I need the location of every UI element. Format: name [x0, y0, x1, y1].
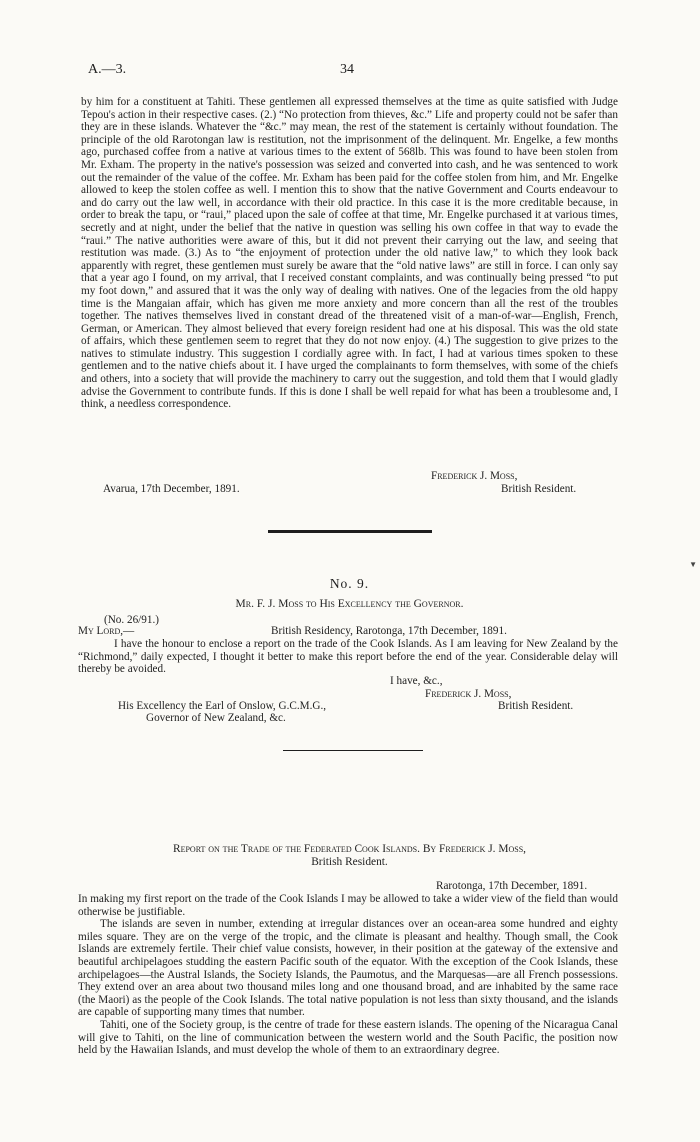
letter-body: I have the honour to enclose a report on the trade of the Cook Islands. As I am leaving for New Zealand by the “Richmond,” daily expected, I thought it better to make this report before the end of the year. Considerable delay will thereby be avoided. — [78, 638, 618, 676]
closing: I have, &c., — [390, 675, 443, 687]
signature-title: British Resident. — [501, 483, 577, 495]
signature-title-2: British Resident. — [498, 700, 574, 712]
report-paragraph-1: In making my first report on the trade of the Cook Islands I may be allowed to take a wider view of the field than would otherwise be justifiable. — [78, 893, 618, 918]
letter-date: Avarua, 17th December, 1891. — [103, 483, 240, 495]
location-date: British Residency, Rarotonga, 17th December, 1891. — [271, 625, 507, 637]
report-title: Report on the Trade of the Federated Cook Islands. By Frederick J. Moss, — [172, 843, 527, 855]
salutation: My Lord,— — [78, 625, 135, 637]
page-number: 34 — [340, 62, 354, 77]
report-paragraph-2: The islands are seven in number, extending at irregular distances over an ocean-area some hundred and eighty miles square. They are on the verge of the tropic, and the climate is pleasant and healthy. Though small, the Cook Islands are extremely fertile. Their chief value consists, however, in their position at the gateway of the extensive and beautiful archipelagoes studding the eastern Pacific south of the equator. With the exception of the Cook Islands, these archipelagoes—the Austral Islands, the Society Islands, the Paumotus, and the Marquesas—are all French possessions. They extend over an area about two thousand miles long and one thousand broad, and are inhabited by the same race (the Maori) as the people of the Cook Islands. The total native population is not less than sixty thousand, and the islands are capable of supporting many times that number. — [78, 918, 618, 1019]
margin-mark: ▼ — [689, 560, 697, 569]
date-title-line — [81, 483, 618, 496]
report-title-continued: British Resident. — [311, 856, 388, 868]
addressee-line-1: His Excellency the Earl of Onslow, G.C.M.G., — [118, 700, 327, 712]
signature-line — [81, 470, 618, 483]
signature-name-2: Frederick J. Moss, — [425, 688, 512, 700]
addressee-line-2: Governor of New Zealand, &c. — [146, 712, 286, 724]
section-heading: Mr. F. J. Moss to His Excellency the Governor. — [235, 598, 464, 610]
report-body — [78, 893, 618, 1057]
short-rule — [283, 750, 423, 751]
continued-letter-body — [81, 96, 618, 411]
signature-name: Frederick J. Moss, — [431, 470, 518, 482]
letter-reference: (No. 26/91.) — [104, 614, 159, 626]
letter-paragraph: by him for a constituent at Tahiti. These gentlemen all expressed themselves at the time as quite satisfied with Judge Tepou's action in their respective cases. (2.) “No protection from thieves, &c.” Life and property could not be safer than they are in these islands. Whatever the “&c.” may mean, the rest of the statement is certainly without foundation. The principle of the old Rarotongan law is restitution, not the imprisonment of the delinquent. Mr. Engelke, a few months ago, purchased coffee from a native at various times to the extent of 568lb. This was found to have been stolen from Mr. Exham. The property in the native's possession was seized and converted into cash, and he was sentenced to work out the remainder of the value of the coffee. Mr. Exham has been paid for the coffee stolen from him, and Mr. Engelke allowed to keep the stolen coffee as well. I mention this to show that the native Government and Courts endeavour to and do carry out the law well, in accordance with their old practice. In this case it is the more creditable because, in order to break the tapu, or “raui,” placed upon the sale of coffee at that time, Mr. Engelke purchased it at various times, secretly and at night, under the belief that the native in question was selling his own coffee in that way to evade the “raui.” The native authorities were aware of this, but it did not prevent their carrying out the law, and seeing that restitution was made. (3.) As to “the enjoyment of protection under the old native law,” to which they look back apparently with regret, these gentlemen must surely be aware that the “old native laws” are still in force. I can only say that a year ago I found, on my arrival, that I received constant complaints, and was continually being pressed “to put my foot down,” and assured that it was the only way of dealing with natives. One of the legacies from the old happy time is the Mangaian affair, which has given me more anxiety and more concern than all the rest of the troubles together. The natives themselves lived in constant dread of the threatened visit of a man-of-war—English, French, German, or American. They almost believed that every foreign resident had one at his disposal. This was the old state of affairs, which these gentlemen seem to regret that they do not now enjoy. (4.) The suggestion to give prizes to the natives to stimulate industry. This suggestion I cordially agree with. In fact, I had at various times spoken to these gentlemen and to the native chiefs about it. I have urged the complainants to form themselves, with some of the chiefs and others, into a society that will provide the machinery to carry out the suggestion, and told them that I would gladly advise the Government to contribute funds. If this is done I shall be well repaid for what has been a troublesome and, I think, a needless correspondence. — [81, 96, 618, 411]
section-number: No. 9. — [329, 576, 370, 591]
page-reference: A.—3. — [88, 62, 127, 77]
page-header — [88, 62, 636, 80]
section-divider — [268, 530, 432, 533]
report-paragraph-3: Tahiti, one of the Society group, is the centre of trade for these eastern islands. The opening of the Nicaragua Canal will give to Tahiti, on the line of communication between the western world and the South Pacific, the position now held by the Hawaiian Islands, and must develop the whole of them to an extraordinary degree. — [78, 1018, 618, 1057]
report-place-date: Rarotonga, 17th December, 1891. — [436, 880, 588, 892]
